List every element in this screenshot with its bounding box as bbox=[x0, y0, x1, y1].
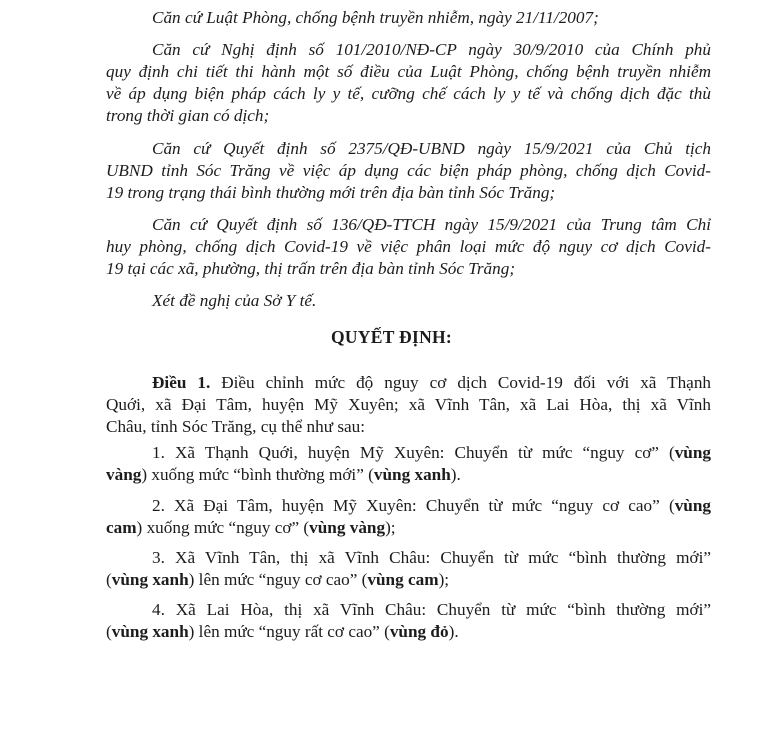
item-2-line1 bbox=[152, 495, 711, 517]
item-4-line1: 4. Xã Lai Hòa, thị xã Vĩnh Châu: Chuyển từ mức “bình thường mới” bbox=[152, 600, 711, 619]
legal-basis-ttch-line3: 19 tại các xã, phường, thị trấn trên địa bàn tỉnh Sóc Trăng; bbox=[106, 259, 516, 278]
legal-basis-ttch-line2: huy phòng, chống dịch Covid-19 về việc phân loại mức độ nguy cơ dịch Covid- bbox=[106, 237, 711, 256]
legal-basis-ubnd-line1: Căn cứ Quyết định số 2375/QĐ-UBND ngày 15/9/2021 của Chủ tịch bbox=[152, 139, 711, 158]
legal-basis-ttch-line1: Căn cứ Quyết định số 136/QĐ-TTCH ngày 15/9/2021 của Trung tâm Chỉ bbox=[152, 215, 711, 234]
item-4-old-zone: vùng xanh bbox=[111, 622, 189, 641]
item-3-line1: 3. Xã Vĩnh Tân, thị xã Vĩnh Châu: Chuyển từ mức “bình thường mới” bbox=[152, 548, 711, 567]
item-2-text2: ) xuống mức “nguy cơ” ( bbox=[136, 518, 310, 537]
legal-basis-decree-line1: Căn cứ Nghị định số 101/2010/NĐ-CP ngày 30/9/2010 của Chính phủ bbox=[152, 40, 711, 59]
item-4-open: ( bbox=[106, 622, 112, 641]
legal-basis-ubnd-line2: UBND tỉnh Sóc Trăng về việc áp dụng các biện pháp phòng, chống dịch Covid- bbox=[106, 161, 711, 180]
proposal-line: Xét đề nghị của Sở Y tế. bbox=[152, 291, 317, 310]
item-4-line2 bbox=[106, 621, 459, 643]
item-2-text: 2. Xã Đại Tâm, huyện Mỹ Xuyên: Chuyển từ mức “nguy cơ cao” ( bbox=[152, 496, 675, 515]
legal-basis-ubnd-line3: 19 trong trạng thái bình thường mới trên địa bàn tỉnh Sóc Trăng; bbox=[106, 183, 556, 202]
article-1-line1 bbox=[152, 372, 711, 394]
item-1-text2: ) xuống mức “bình thường mới” ( bbox=[141, 465, 374, 484]
item-1-line2 bbox=[106, 464, 461, 486]
article-1-line2: Quới, xã Đại Tâm, huyện Mỹ Xuyên; xã Vĩnh Tân, xã Lai Hòa, thị xã Vĩnh bbox=[106, 395, 711, 414]
item-4-text2: ) lên mức “nguy rất cơ cao” ( bbox=[188, 622, 390, 641]
article-1-label: Điều 1. bbox=[152, 373, 211, 392]
legal-basis-decree-line2: quy định chi tiết thi hành một số điều của Luật Phòng, chống bệnh truyền nhiễm bbox=[106, 62, 711, 81]
decision-heading: QUYẾT ĐỊNH: bbox=[330, 327, 453, 347]
item-2-line2 bbox=[106, 517, 396, 539]
item-3-text2: ) lên mức “nguy cơ cao” ( bbox=[188, 570, 368, 589]
item-2-new-zone: vùng vàng bbox=[309, 518, 386, 537]
item-3-end: ); bbox=[438, 570, 450, 589]
item-4-new-zone: vùng đỏ bbox=[389, 622, 449, 641]
item-3-line2 bbox=[106, 569, 449, 591]
item-1-text: 1. Xã Thạnh Quới, huyện Mỹ Xuyên: Chuyển từ mức “nguy cơ” ( bbox=[152, 443, 675, 462]
item-1-zone-part1: vùng bbox=[674, 443, 711, 462]
item-1-new-zone: vùng xanh bbox=[373, 465, 451, 484]
legal-basis-decree-line4: trong thời gian có dịch; bbox=[106, 106, 270, 125]
item-3-old-zone: vùng xanh bbox=[111, 570, 189, 589]
article-1-text: Điều chỉnh mức độ nguy cơ dịch Covid-19 đối với xã Thạnh bbox=[210, 373, 712, 392]
item-4-end: ). bbox=[448, 622, 459, 641]
item-1-end: ). bbox=[450, 465, 461, 484]
legal-basis-decree-line3: về áp dụng biện pháp cách ly y tế, cưỡng chế cách ly y tế và chống dịch đặc thù bbox=[106, 84, 711, 103]
article-1-line3: Châu, tỉnh Sóc Trăng, cụ thể như sau: bbox=[106, 417, 366, 436]
item-2-end: ); bbox=[385, 518, 396, 537]
item-3-open: ( bbox=[106, 570, 112, 589]
item-1-line1 bbox=[152, 442, 711, 464]
legal-basis-law: Căn cứ Luật Phòng, chống bệnh truyền nhiễm, ngày 21/11/2007; bbox=[152, 8, 599, 27]
item-1-zone-part2: vàng bbox=[106, 465, 142, 484]
item-3-new-zone: vùng cam bbox=[367, 570, 439, 589]
item-2-zone-part1: vùng bbox=[674, 496, 711, 515]
item-2-zone-part2: cam bbox=[106, 518, 137, 537]
